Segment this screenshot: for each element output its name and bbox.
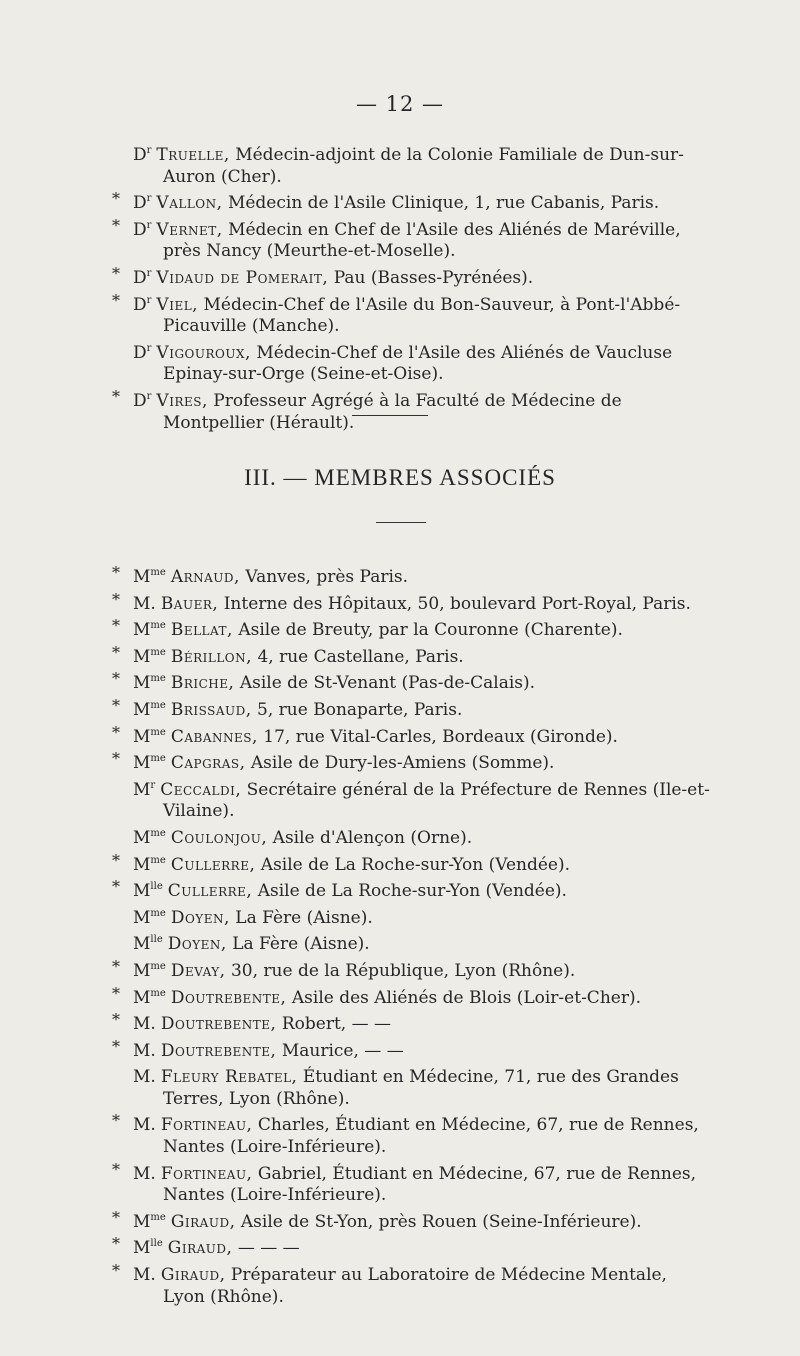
- title-superscript: r: [146, 294, 152, 306]
- title-abbrev: M.: [133, 1163, 156, 1184]
- member-name: Truelle,: [156, 145, 230, 165]
- asterisk-marker: *: [112, 642, 120, 662]
- asterisk-marker: *: [112, 290, 120, 310]
- title-superscript: r: [146, 193, 152, 205]
- title-abbrev: M: [133, 673, 151, 694]
- member-name: Capgras,: [170, 753, 246, 774]
- title-abbrev: M: [133, 987, 151, 1008]
- member-entry: [0, 140, 800, 188]
- member-title: [133, 1041, 156, 1061]
- member-entry: [0, 589, 800, 616]
- member-name: Viel,: [156, 294, 199, 315]
- title-superscript: me: [150, 673, 166, 685]
- member-list-associates: [0, 562, 800, 1308]
- title-abbrev: M: [133, 960, 151, 981]
- title-superscript: me: [150, 753, 166, 765]
- member-name: Coulonjou,: [170, 827, 268, 848]
- asterisk-marker: *: [112, 1111, 120, 1131]
- title-superscript: me: [150, 987, 166, 999]
- member-entry: [0, 1260, 800, 1308]
- title-abbrev: M: [133, 827, 151, 848]
- member-details: Robert, — —: [281, 1014, 392, 1035]
- member-entry: [0, 748, 800, 775]
- member-title: [133, 220, 151, 240]
- member-title: [133, 753, 166, 773]
- member-name: Bellat,: [170, 620, 233, 641]
- member-details: Médecin-adjoint de la Colonie Familiale de Dun-sur-Auron (Cher).: [163, 145, 684, 187]
- member-title: [133, 934, 163, 954]
- member-name: Giraud,: [167, 1238, 233, 1259]
- title-superscript: me: [150, 960, 166, 972]
- member-name: Devay,: [170, 960, 226, 981]
- member-entry: [0, 290, 800, 338]
- asterisk-marker: *: [112, 589, 120, 609]
- title-superscript: me: [150, 646, 166, 658]
- title-superscript: r: [150, 779, 156, 791]
- member-name: Bauer,: [160, 593, 219, 614]
- section-divider-bottom: [376, 522, 426, 523]
- asterisk-marker: *: [112, 1036, 120, 1056]
- member-details: 4, rue Castellane, Paris.: [257, 646, 464, 667]
- member-title: [133, 780, 155, 800]
- asterisk-marker: *: [112, 563, 120, 582]
- member-name: Fortineau,: [160, 1163, 253, 1184]
- title-superscript: me: [150, 854, 166, 866]
- member-name: Vallon,: [156, 193, 223, 214]
- member-name: Vires,: [156, 390, 208, 411]
- member-details: Préparateur au Laboratoire de Médecine Mentale, Lyon (Rhône).: [163, 1265, 667, 1307]
- member-entry: [0, 903, 800, 930]
- member-name: Arnaud,: [170, 567, 240, 587]
- member-entry: [0, 1009, 800, 1036]
- member-name: Ceccaldi,: [160, 779, 242, 800]
- member-details: Médecin de l'Asile Clinique, 1, rue Cabanis, Paris.: [227, 193, 660, 214]
- member-entry: [0, 823, 800, 850]
- member-name: Giraud,: [160, 1265, 226, 1286]
- member-name: Cullerre,: [167, 881, 253, 902]
- member-details: — — —: [237, 1238, 300, 1259]
- member-entry: [0, 956, 800, 983]
- member-entry: [0, 386, 800, 434]
- title-abbrev: M: [133, 779, 151, 800]
- member-entry: [0, 1207, 800, 1234]
- member-name: Fleury Rebatel,: [160, 1067, 298, 1088]
- title-superscript: lle: [150, 934, 163, 946]
- member-name: Vidaud de Pomerait,: [156, 267, 329, 288]
- title-abbrev: D: [133, 294, 147, 315]
- member-title: [133, 988, 166, 1008]
- member-title: [133, 647, 166, 667]
- member-details: Maurice, — —: [281, 1040, 404, 1061]
- member-title: [133, 700, 166, 720]
- member-name: Brissaud,: [170, 699, 252, 720]
- asterisk-marker: *: [112, 616, 120, 636]
- member-title: [133, 295, 151, 315]
- member-details: 17, rue Vital-Carles, Bordeaux (Gironde).: [263, 726, 618, 747]
- member-title: [133, 1014, 156, 1034]
- title-abbrev: D: [133, 342, 147, 363]
- member-title: [133, 1067, 156, 1087]
- asterisk-marker: *: [112, 749, 120, 769]
- member-entry: [0, 215, 800, 263]
- member-entry: [0, 695, 800, 722]
- title-abbrev: M.: [133, 1265, 156, 1286]
- title-superscript: me: [150, 907, 166, 919]
- member-title: [133, 268, 151, 288]
- title-superscript: r: [146, 342, 152, 354]
- member-entry: [0, 929, 800, 956]
- title-superscript: r: [146, 145, 152, 156]
- member-details: Médecin en Chef de l'Asile des Aliénés de Maréville, près Nancy (Meurthe-et-Moselle).: [163, 219, 681, 262]
- member-title: [133, 673, 166, 693]
- member-entry: [0, 562, 800, 589]
- member-entry: [0, 722, 800, 749]
- asterisk-marker: *: [112, 215, 120, 235]
- member-entry: [0, 1036, 800, 1063]
- title-superscript: r: [146, 390, 152, 402]
- member-entry: [0, 668, 800, 695]
- section-title: III. — MEMBRES ASSOCIÉS: [244, 465, 556, 490]
- member-title: [133, 908, 166, 928]
- member-details: Asile des Aliénés de Blois (Loir-et-Cher).: [291, 987, 641, 1008]
- asterisk-marker: *: [112, 695, 120, 715]
- title-superscript: r: [146, 219, 152, 231]
- member-details: Étudiant en Médecine, 71, rue des Grandes Terres, Lyon (Rhône).: [163, 1067, 679, 1109]
- title-superscript: r: [146, 267, 152, 279]
- member-entry: [0, 1233, 800, 1260]
- member-name: Vigouroux,: [156, 342, 251, 363]
- title-abbrev: M: [133, 881, 151, 902]
- member-entry: [0, 983, 800, 1010]
- member-entry: [0, 1159, 800, 1207]
- member-entry: [0, 1062, 800, 1110]
- member-details: Asile de Dury-les-Amiens (Somme).: [250, 753, 555, 774]
- title-abbrev: M: [133, 567, 151, 587]
- title-abbrev: M: [133, 753, 151, 774]
- member-details: Professeur Agrégé à la Faculté de Médecine de Montpellier (Hérault).: [163, 390, 622, 433]
- title-superscript: lle: [150, 1238, 163, 1250]
- member-details: 30, rue de la République, Lyon (Rhône).: [230, 960, 576, 981]
- member-name: Cullerre,: [170, 854, 256, 875]
- asterisk-marker: *: [112, 956, 120, 976]
- title-superscript: me: [150, 726, 166, 738]
- member-entry: [0, 338, 800, 386]
- member-name: Bérillon,: [170, 646, 253, 667]
- title-abbrev: D: [133, 193, 147, 214]
- asterisk-marker: *: [112, 983, 120, 1003]
- member-name: Doyen,: [167, 934, 227, 955]
- member-title: [133, 343, 151, 363]
- asterisk-marker: *: [112, 1010, 120, 1030]
- asterisk-marker: *: [112, 877, 120, 897]
- asterisk-marker: *: [112, 722, 120, 742]
- member-title: [133, 1238, 163, 1258]
- member-entry: [0, 775, 800, 823]
- member-details: Pau (Basses-Pyrénées).: [333, 267, 534, 288]
- title-abbrev: M: [133, 1238, 151, 1259]
- title-abbrev: M: [133, 699, 151, 720]
- member-title: [133, 1115, 156, 1135]
- member-details: Vanves, près Paris.: [245, 567, 409, 587]
- title-abbrev: M.: [133, 1040, 156, 1061]
- member-title: [133, 881, 163, 901]
- member-name: Briche,: [170, 673, 235, 694]
- title-abbrev: D: [133, 219, 147, 240]
- title-superscript: me: [150, 620, 166, 632]
- title-abbrev: M: [133, 907, 151, 928]
- member-name: Doyen,: [170, 907, 230, 928]
- member-title: [133, 828, 166, 848]
- member-entry: [0, 1110, 800, 1158]
- member-title: [133, 727, 166, 747]
- asterisk-marker: *: [112, 263, 120, 283]
- member-details: Charles, Étudiant en Médecine, 67, rue de Rennes, Nantes (Loire-Inférieure).: [163, 1115, 699, 1158]
- title-abbrev: M: [133, 646, 151, 667]
- member-details: Asile de Breuty, par la Couronne (Charente).: [238, 620, 623, 641]
- member-title: [133, 145, 151, 165]
- asterisk-marker: *: [112, 1261, 120, 1281]
- asterisk-marker: *: [112, 1207, 120, 1227]
- member-details: Médecin-Chef de l'Asile du Bon-Sauveur, à Pont-l'Abbé-Picauville (Manche).: [163, 294, 681, 337]
- member-name: Doutrebente,: [160, 1014, 277, 1035]
- member-name: Vernet,: [156, 219, 223, 240]
- section-divider-top: [352, 415, 428, 416]
- member-title: [133, 1164, 156, 1184]
- member-entry: [0, 876, 800, 903]
- title-abbrev: M.: [133, 1115, 156, 1136]
- title-abbrev: M.: [133, 1067, 156, 1088]
- asterisk-marker: *: [112, 189, 120, 209]
- member-title: [133, 620, 166, 640]
- title-superscript: lle: [150, 881, 163, 893]
- member-title: [133, 391, 151, 411]
- title-abbrev: M: [133, 1211, 151, 1232]
- member-title: [133, 1212, 166, 1232]
- member-details: Gabriel, Étudiant en Médecine, 67, rue de Rennes, Nantes (Loire-Inférieure).: [163, 1163, 697, 1206]
- member-list-top: [0, 140, 800, 434]
- member-details: Asile de St-Venant (Pas-de-Calais).: [239, 673, 536, 694]
- asterisk-marker: *: [112, 669, 120, 689]
- title-superscript: me: [150, 699, 166, 711]
- member-details: Asile de La Roche-sur-Yon (Vendée).: [260, 854, 571, 875]
- title-abbrev: D: [133, 390, 147, 411]
- member-entry: [0, 642, 800, 669]
- member-title: [133, 193, 151, 213]
- member-details: La Fère (Aisne).: [235, 907, 373, 928]
- title-abbrev: M.: [133, 1014, 156, 1035]
- title-abbrev: M: [133, 854, 151, 875]
- member-name: Doutrebente,: [160, 1040, 277, 1061]
- member-title: [133, 855, 166, 875]
- page-number: — 12 —: [355, 92, 445, 116]
- title-superscript: me: [150, 827, 166, 839]
- member-details: La Fère (Aisne).: [232, 934, 370, 955]
- member-name: Doutrebente,: [170, 987, 287, 1008]
- member-details: Asile d'Alençon (Orne).: [272, 827, 473, 848]
- asterisk-marker: *: [112, 1234, 120, 1254]
- member-details: Médecin-Chef de l'Asile des Aliénés de Vaucluse Epinay-sur-Orge (Seine-et-Oise).: [163, 342, 673, 385]
- asterisk-marker: *: [112, 1159, 120, 1179]
- title-abbrev: M: [133, 620, 151, 641]
- member-details: Interne des Hôpitaux, 50, boulevard Port-Royal, Paris.: [223, 593, 691, 614]
- member-entry: [0, 850, 800, 877]
- member-entry: [0, 263, 800, 290]
- member-details: Asile de St-Yon, près Rouen (Seine-Inférieure).: [240, 1211, 642, 1232]
- member-name: Giraud,: [170, 1211, 236, 1232]
- member-title: [133, 1265, 156, 1285]
- title-abbrev: M: [133, 726, 151, 747]
- member-entry: [0, 188, 800, 215]
- member-title: [133, 567, 166, 587]
- member-details: Asile de La Roche-sur-Yon (Vendée).: [257, 881, 567, 902]
- member-title: [133, 961, 166, 981]
- member-details: 5, rue Bonaparte, Paris.: [257, 699, 463, 720]
- title-abbrev: D: [133, 267, 147, 288]
- member-details: Secrétaire général de la Préfecture de Rennes (Ile-et-Vilaine).: [163, 779, 710, 822]
- title-superscript: me: [150, 567, 166, 578]
- asterisk-marker: *: [112, 386, 120, 406]
- title-abbrev: M: [133, 934, 151, 955]
- member-title: [133, 594, 156, 614]
- member-name: Fortineau,: [160, 1115, 253, 1136]
- title-abbrev: D: [133, 145, 147, 165]
- member-entry: [0, 615, 800, 642]
- title-abbrev: M.: [133, 593, 156, 614]
- title-superscript: me: [150, 1211, 166, 1223]
- member-name: Cabannes,: [170, 726, 258, 747]
- asterisk-marker: *: [112, 850, 120, 870]
